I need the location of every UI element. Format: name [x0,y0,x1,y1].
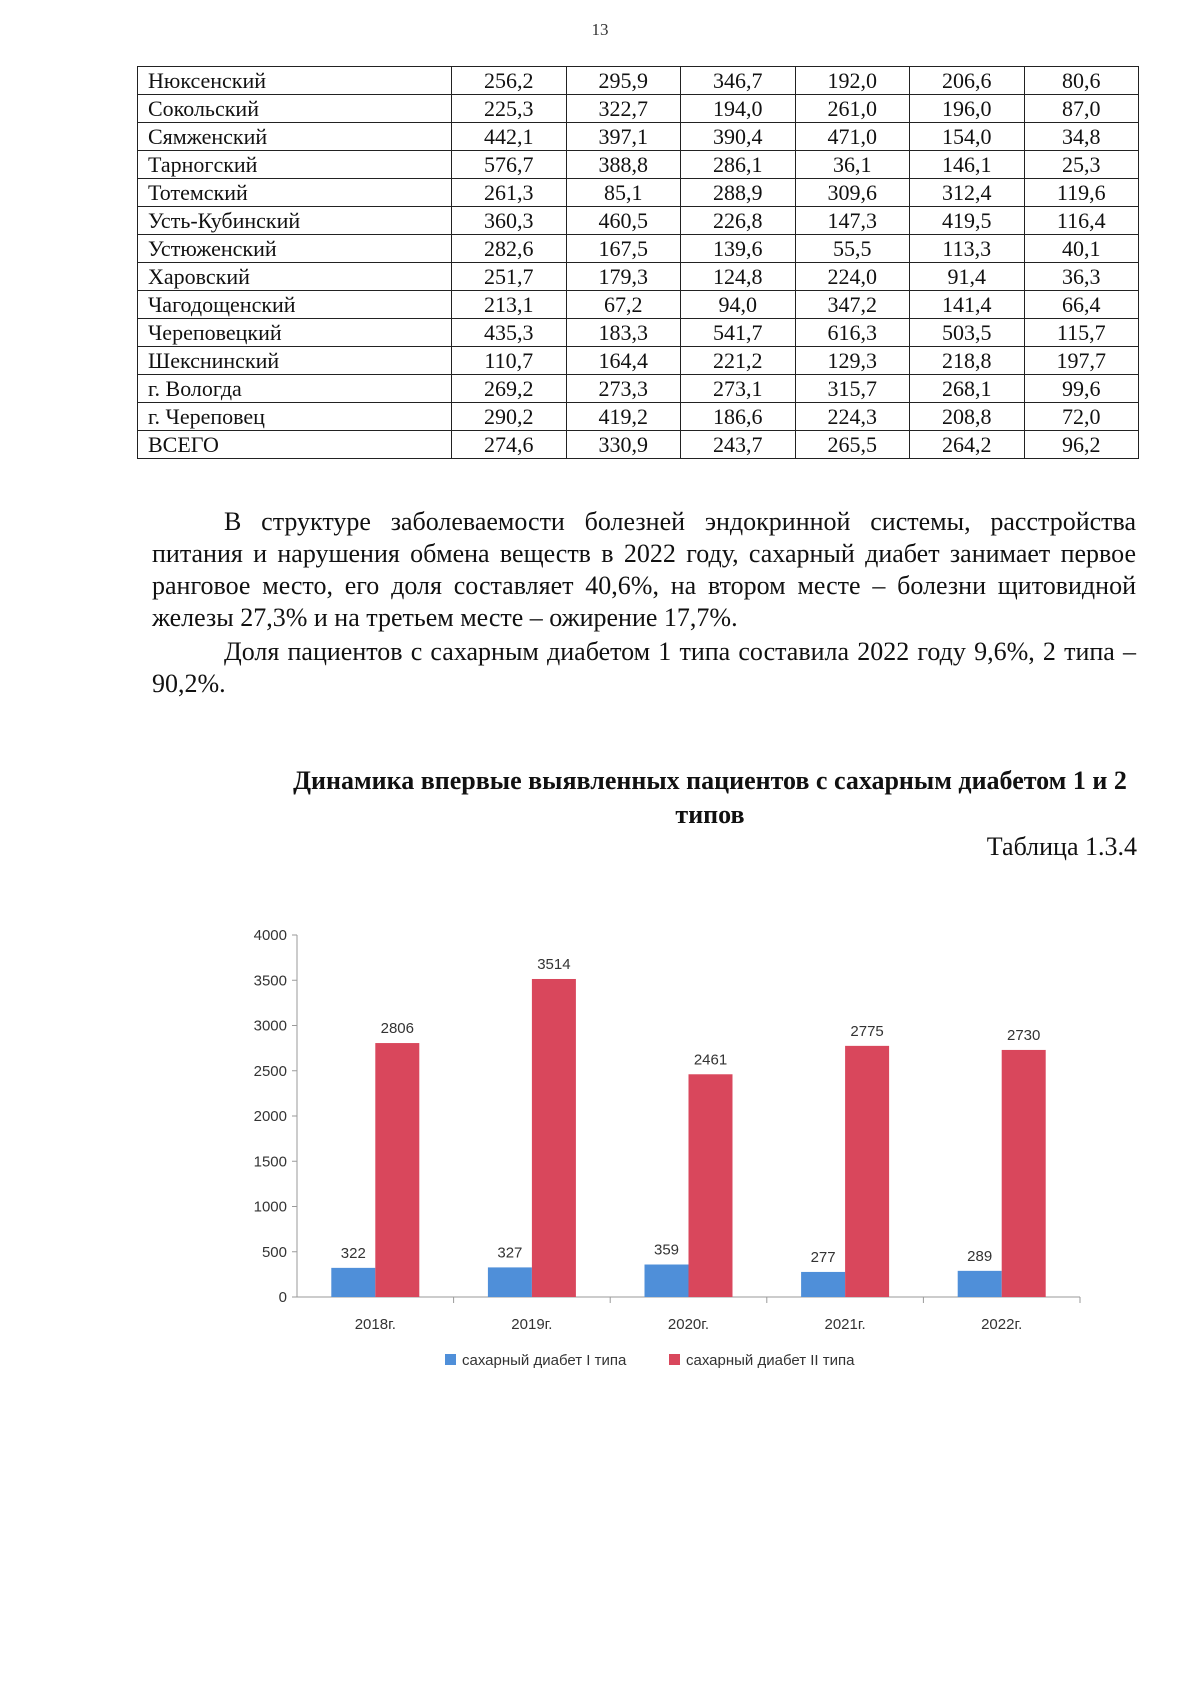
bar-type1 [645,1265,689,1297]
table-cell-value: 388,8 [566,151,681,179]
table-cell-value: 274,6 [452,431,567,459]
x-tick-label: 2020г. [667,1316,710,1333]
table-cell-value: 290,2 [452,403,567,431]
table-cell-value: 183,3 [566,319,681,347]
table-cell-value: 273,3 [566,375,681,403]
table-cell-value: 419,5 [910,207,1025,235]
table-cell-district: г. Вологда [138,375,452,403]
table-row [138,207,1139,235]
table-cell-value: 503,5 [910,319,1025,347]
data-label: 2461 [693,1051,728,1069]
table-cell-value: 80,6 [1024,67,1139,95]
table-cell-value: 196,0 [910,95,1025,123]
table-row [138,263,1139,291]
table-row [138,291,1139,319]
bar-type1 [488,1267,532,1297]
table-cell-value: 164,4 [566,347,681,375]
table-cell-value: 269,2 [452,375,567,403]
table-cell-value: 243,7 [681,431,796,459]
table-cell-value: 96,2 [1024,431,1139,459]
table-cell-value: 208,8 [910,403,1025,431]
table-cell-district: Сямженский [138,123,452,151]
table-cell-value: 435,3 [452,319,567,347]
table-cell-value: 139,6 [681,235,796,263]
table-cell-value: 347,2 [795,291,910,319]
table-cell-value: 206,6 [910,67,1025,95]
table-cell-value: 346,7 [681,67,796,95]
table-cell-value: 167,5 [566,235,681,263]
data-label: 289 [967,1247,993,1265]
bar-type2 [375,1043,419,1297]
bar-type1 [801,1272,845,1297]
table-cell-value: 66,4 [1024,291,1139,319]
table-cell-value: 576,7 [452,151,567,179]
table-cell-value: 309,6 [795,179,910,207]
legend-label: сахарный диабет I типа [462,1352,627,1369]
table-cell-value: 55,5 [795,235,910,263]
table-cell-district: Нюксенский [138,67,452,95]
table-cell-value: 197,7 [1024,347,1139,375]
table-cell-value: 224,0 [795,263,910,291]
chart-heading: Динамика впервые выявленных пациентов с сахарным диабетом 1 и 2 типов [293,766,1127,829]
bar-type2 [1002,1050,1046,1297]
table-cell-value: 261,0 [795,95,910,123]
table-cell-value: 295,9 [566,67,681,95]
table-cell-value: 87,0 [1024,95,1139,123]
table-cell-value: 91,4 [910,263,1025,291]
legend-swatch [445,1354,456,1365]
table-cell-value: 273,1 [681,375,796,403]
table-cell-value: 213,1 [452,291,567,319]
table-cell-value: 261,3 [452,179,567,207]
data-label: 359 [653,1241,680,1259]
table-cell-value: 192,0 [795,67,910,95]
table-row [138,179,1139,207]
table-cell-value: 40,1 [1024,235,1139,263]
table-number: Таблица 1.3.4 [986,832,1137,861]
table-cell-value: 99,6 [1024,375,1139,403]
table-cell-value: 265,5 [795,431,910,459]
x-tick-label: 2019г. [511,1316,553,1333]
table-cell-value: 264,2 [910,431,1025,459]
y-tick-label: 500 [261,1243,287,1261]
table-cell-value: 315,7 [795,375,910,403]
y-tick-label: 4000 [253,927,287,944]
bar-type2 [689,1074,733,1297]
table-cell-value: 36,1 [795,151,910,179]
y-tick-label: 2500 [253,1062,287,1080]
data-label: 3514 [537,955,571,973]
table-cell-value: 146,1 [910,151,1025,179]
table-row [138,403,1139,431]
data-label: 327 [497,1244,523,1262]
table-cell-district: Сокольский [138,95,452,123]
data-label: 2775 [850,1022,884,1040]
table-row [138,151,1139,179]
table-row [138,431,1139,459]
x-tick-label: 2022г. [981,1316,1023,1333]
table-cell-value: 541,7 [681,319,796,347]
table-cell-value: 397,1 [566,123,681,151]
table-cell-value: 322,7 [566,95,681,123]
bar-type2 [845,1046,889,1297]
y-tick-label: 3000 [253,1017,287,1035]
table-cell-value: 390,4 [681,123,796,151]
table-cell-value: 36,3 [1024,263,1139,291]
table-cell-value: 141,4 [910,291,1025,319]
table-cell-district: Тарногский [138,151,452,179]
table-row [138,67,1139,95]
paragraph-diabetes-share: Доля пациентов с сахарным диабетом 1 типа составила 2022 году 9,6%, 2 типа – 90,2%. [152,637,1136,698]
table-cell-value: 256,2 [452,67,567,95]
table-cell-value: 312,4 [910,179,1025,207]
legend-swatch [669,1354,680,1365]
table-row [138,235,1139,263]
table-cell-value: 85,1 [566,179,681,207]
table-cell-value: 616,3 [795,319,910,347]
y-tick-label: 1000 [253,1198,287,1216]
bar-type2 [532,979,576,1297]
table-cell-value: 419,2 [566,403,681,431]
table-cell-district: Усть-Кубинский [138,207,452,235]
data-label: 2806 [380,1020,414,1038]
table-cell-value: 460,5 [566,207,681,235]
paragraph-structure: В структуре заболеваемости болезней эндокринной системы, расстройства питания и нарушения обмена веществ в 2022 году, сахарный диабет занимает первое ранговое место, его доля составляет 40,6%, на втором месте – болезни щитовидной железы 27,3% и на третьем месте – ожирение 17,7%. [152,507,1136,632]
table-cell-value: 288,9 [681,179,796,207]
table-cell-value: 221,2 [681,347,796,375]
table-cell-value: 268,1 [910,375,1025,403]
table-cell-value: 224,3 [795,403,910,431]
table-row [138,375,1139,403]
table-cell-district: Устюженский [138,235,452,263]
table-cell-value: 115,7 [1024,319,1139,347]
table-cell-value: 225,3 [452,95,567,123]
table-cell-value: 179,3 [566,263,681,291]
table-cell-value: 286,1 [681,151,796,179]
table-cell-value: 194,0 [681,95,796,123]
table-row [138,95,1139,123]
x-tick-label: 2021г. [824,1316,866,1333]
x-tick-label: 2018г. [354,1316,396,1333]
table-cell-value: 330,9 [566,431,681,459]
y-tick-label: 0 [278,1289,287,1306]
table-row [138,123,1139,151]
data-label: 2730 [1007,1026,1041,1044]
table-cell-value: 113,3 [910,235,1025,263]
diabetes-bar-chart [220,905,1100,1385]
table-cell-district: ВСЕГО [138,431,452,459]
table-row [138,319,1139,347]
table-row [138,347,1139,375]
table-cell-value: 110,7 [452,347,567,375]
bar-type1 [331,1268,375,1297]
bar-type1 [958,1271,1002,1297]
table-cell-district: Харовский [138,263,452,291]
table-cell-value: 282,6 [452,235,567,263]
table-cell-district: г. Череповец [138,403,452,431]
table-cell-value: 116,4 [1024,207,1139,235]
y-tick-label: 1500 [253,1153,287,1171]
table-cell-value: 67,2 [566,291,681,319]
table-cell-district: Тотемский [138,179,452,207]
data-label: 322 [340,1244,366,1262]
y-tick-label: 2000 [253,1108,287,1125]
table-cell-value: 186,6 [681,403,796,431]
table-cell-value: 124,8 [681,263,796,291]
table-cell-value: 72,0 [1024,403,1139,431]
table-cell-value: 129,3 [795,347,910,375]
table-cell-value: 251,7 [452,263,567,291]
table-cell-value: 147,3 [795,207,910,235]
table-cell-district: Шекснинский [138,347,452,375]
table-cell-value: 471,0 [795,123,910,151]
table-cell-district: Чагодощенский [138,291,452,319]
table-cell-value: 360,3 [452,207,567,235]
table-cell-value: 442,1 [452,123,567,151]
table-cell-value: 94,0 [681,291,796,319]
legend-label: сахарный диабет II типа [686,1352,855,1369]
table-cell-value: 226,8 [681,207,796,235]
incidence-table [137,66,1139,459]
table-cell-district: Череповецкий [138,319,452,347]
table-cell-value: 119,6 [1024,179,1139,207]
page-number: 13 [591,20,609,39]
data-label: 277 [810,1248,836,1266]
table-cell-value: 218,8 [910,347,1025,375]
table-cell-value: 34,8 [1024,123,1139,151]
table-cell-value: 154,0 [910,123,1025,151]
table-cell-value: 25,3 [1024,151,1139,179]
y-tick-label: 3500 [253,972,287,990]
